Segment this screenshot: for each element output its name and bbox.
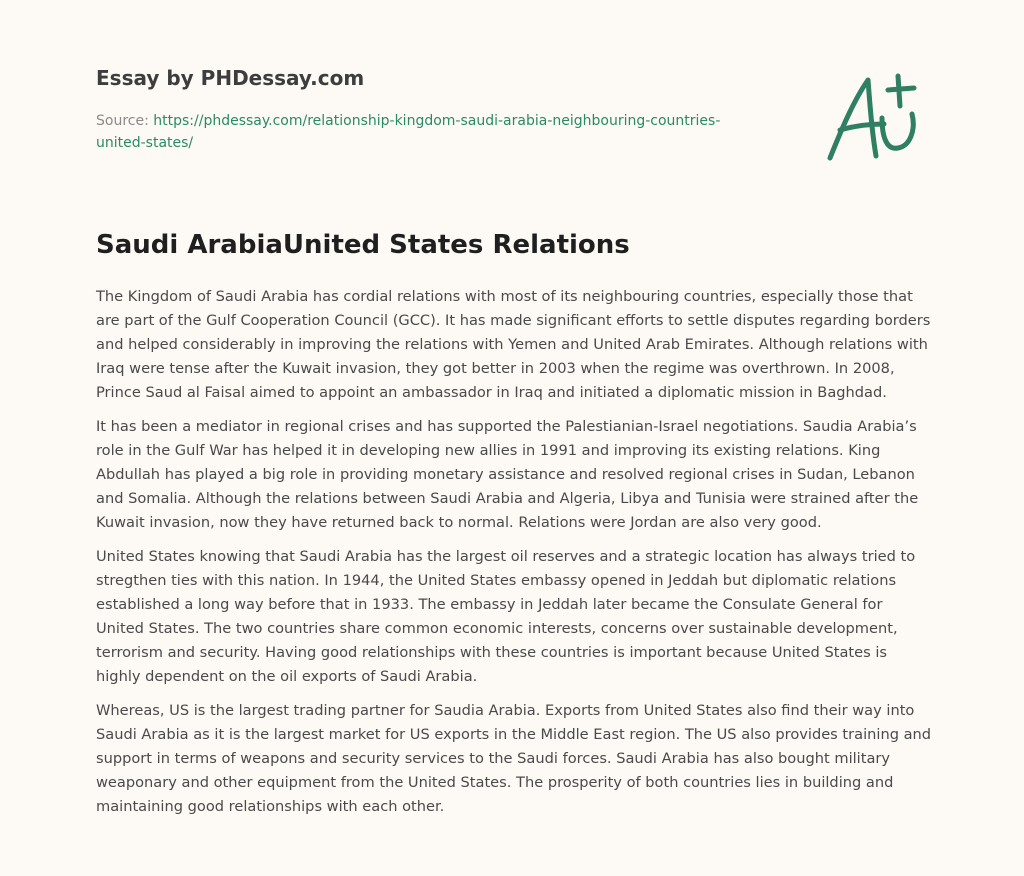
paragraph: United States knowing that Saudi Arabia has the largest oil reserves and a strategic location has always tried to stregthen ties with this nation. In 1944, the United States embassy opened in Jeddah but diplomatic relations established a long way before that in 1933. The embassy in Jeddah later became the Consulate General for United States. The two countries share common economic interests, concerns over sustainable development, terrorism and security. Having good relationships with these countries is important because United States is highly dependent on the oil exports of Saudi Arabia.	[96, 548, 916, 685]
a-plus-logo-icon	[820, 66, 930, 166]
source-line	[96, 110, 736, 154]
source-link[interactable]: https://phdessay.com/relationship-kingdom-saudi-arabia-neighbouring-countries-united-states/	[96, 113, 721, 151]
source-label: Source:	[96, 113, 154, 129]
paragraph: It has been a mediator in regional crises and has supported the Palestianian-Israel negotiations. Saudia Arabia’s role in the Gulf War has helped it in developing new allies in 1991 and improving its existing relations. King Abdullah has played a big role in providing monetary assistance and resolved regional crises in Sudan, Lebanon and Somalia. Although the relations between Saudi Arabia and Algeria, Libya and Tunisia were strained after the Kuwait invasion, now they have returned back to normal. Relations were Jordan are also very good.	[96, 418, 919, 531]
brand-title: Essay by PHDessay.com	[96, 66, 365, 90]
essay-body	[96, 285, 932, 829]
essay-header	[96, 64, 736, 154]
paragraph: The Kingdom of Saudi Arabia has cordial relations with most of its neighbouring countries, especially those that are part of the Gulf Cooperation Council (GCC). It has made significant efforts to settle disputes regarding borders and helped considerably in improving the relations with Yemen and United Arab Emirates. Although relations with Iraq were tense after the Kuwait invasion, they got better in 2003 when the regime was overthrown. In 2008, Prince Saud al Faisal aimed to appoint an ambassador in Iraq and initiated a diplomatic mission in Baghdad.	[96, 288, 931, 401]
paragraph: Whereas, US is the largest trading partner for Saudia Arabia. Exports from United States also find their way into Saudi Arabia as it is the largest market for US exports in the Middle East region. The US also provides training and support in terms of weapons and security services to the Saudi forces. Saudi Arabia has also bought military weaponary and other equipment from the United States. The prosperity of both countries lies in building and maintaining good relationships with each other.	[96, 702, 932, 815]
essay-title: Saudi ArabiaUnited States Relations	[96, 230, 630, 260]
